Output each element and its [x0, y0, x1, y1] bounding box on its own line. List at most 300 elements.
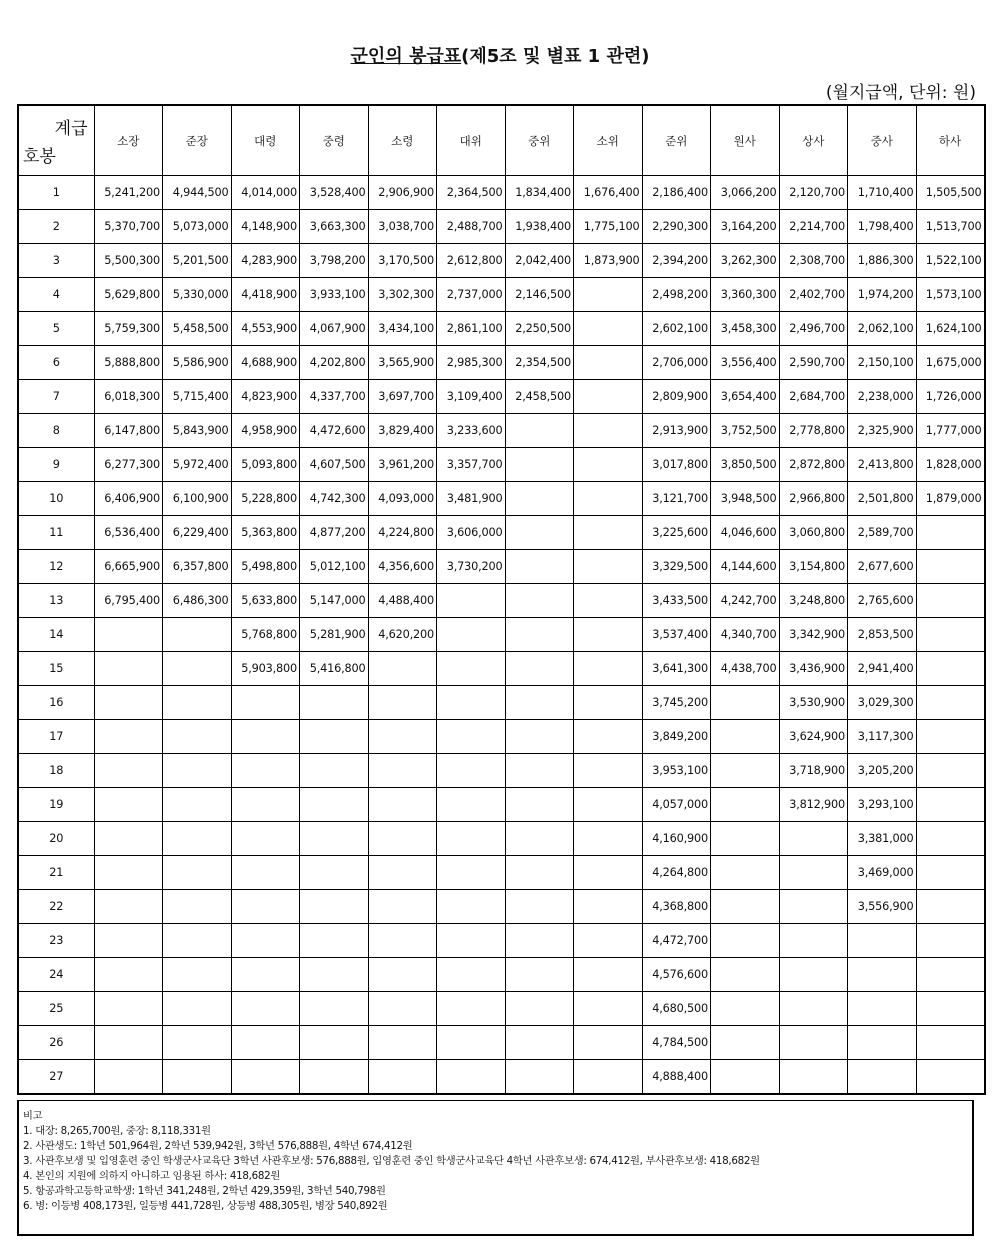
- salary-cell: [231, 788, 300, 822]
- salary-cell: [574, 414, 643, 448]
- table-body: [18, 176, 985, 1095]
- salary-cell: 3,961,200: [368, 448, 437, 482]
- salary-cell: [916, 1060, 985, 1095]
- salary-cell: 3,436,900: [779, 652, 848, 686]
- salary-cell: [94, 890, 163, 924]
- salary-cell: [505, 652, 574, 686]
- salary-cell: [163, 686, 232, 720]
- rank-header: 준장: [163, 105, 232, 176]
- salary-cell: [300, 992, 369, 1026]
- salary-cell: 1,676,400: [574, 176, 643, 210]
- step-cell: 24: [18, 958, 94, 992]
- salary-cell: 5,972,400: [163, 448, 232, 482]
- salary-cell: [848, 1060, 917, 1095]
- title-sub: (제5조 및 별표 1 관련): [461, 46, 650, 67]
- salary-cell: 2,354,500: [505, 346, 574, 380]
- salary-cell: 3,302,300: [368, 278, 437, 312]
- salary-table: [17, 104, 986, 1095]
- salary-cell: 5,768,800: [231, 618, 300, 652]
- salary-cell: 3,606,000: [437, 516, 506, 550]
- salary-cell: 5,330,000: [163, 278, 232, 312]
- salary-cell: [231, 924, 300, 958]
- salary-cell: 3,953,100: [642, 754, 711, 788]
- salary-cell: 3,066,200: [711, 176, 780, 210]
- salary-cell: [711, 720, 780, 754]
- salary-cell: 3,381,000: [848, 822, 917, 856]
- salary-cell: 2,308,700: [779, 244, 848, 278]
- salary-cell: 3,752,500: [711, 414, 780, 448]
- salary-cell: 3,798,200: [300, 244, 369, 278]
- salary-cell: [574, 1060, 643, 1095]
- salary-cell: 4,958,900: [231, 414, 300, 448]
- salary-cell: 3,164,200: [711, 210, 780, 244]
- note-line: 5. 항공과학고등학교학생: 1학년 341,248원, 2학년 429,359원, 3학년 540,798원: [23, 1185, 386, 1197]
- salary-cell: 3,248,800: [779, 584, 848, 618]
- salary-cell: 2,394,200: [642, 244, 711, 278]
- salary-cell: 2,861,100: [437, 312, 506, 346]
- salary-cell: [163, 1026, 232, 1060]
- step-cell: 7: [18, 380, 94, 414]
- table-row: [18, 618, 985, 652]
- salary-cell: 3,293,100: [848, 788, 917, 822]
- salary-cell: [574, 448, 643, 482]
- salary-cell: 2,496,700: [779, 312, 848, 346]
- salary-cell: [94, 686, 163, 720]
- salary-cell: [300, 754, 369, 788]
- table-row: [18, 652, 985, 686]
- salary-cell: [163, 1060, 232, 1095]
- salary-cell: 4,472,700: [642, 924, 711, 958]
- salary-cell: [574, 312, 643, 346]
- salary-cell: 5,458,500: [163, 312, 232, 346]
- table-row: [18, 924, 985, 958]
- salary-cell: 3,262,300: [711, 244, 780, 278]
- salary-cell: [574, 958, 643, 992]
- step-cell: 22: [18, 890, 94, 924]
- salary-cell: [916, 516, 985, 550]
- salary-cell: 2,325,900: [848, 414, 917, 448]
- salary-cell: 5,629,800: [94, 278, 163, 312]
- salary-cell: [163, 992, 232, 1026]
- salary-cell: [231, 1026, 300, 1060]
- table-row: [18, 720, 985, 754]
- step-cell: 21: [18, 856, 94, 890]
- salary-cell: 5,759,300: [94, 312, 163, 346]
- salary-cell: [916, 720, 985, 754]
- salary-cell: 3,121,700: [642, 482, 711, 516]
- salary-cell: 2,612,800: [437, 244, 506, 278]
- salary-cell: 2,853,500: [848, 618, 917, 652]
- salary-cell: 5,228,800: [231, 482, 300, 516]
- step-cell: 12: [18, 550, 94, 584]
- salary-cell: 1,798,400: [848, 210, 917, 244]
- salary-cell: [574, 992, 643, 1026]
- salary-cell: [916, 924, 985, 958]
- corner-header: [18, 105, 94, 176]
- salary-cell: 1,624,100: [916, 312, 985, 346]
- salary-cell: 3,745,200: [642, 686, 711, 720]
- salary-cell: 2,250,500: [505, 312, 574, 346]
- salary-cell: 4,877,200: [300, 516, 369, 550]
- step-cell: 10: [18, 482, 94, 516]
- salary-cell: 4,283,900: [231, 244, 300, 278]
- salary-cell: [163, 652, 232, 686]
- salary-cell: 5,903,800: [231, 652, 300, 686]
- salary-cell: [848, 992, 917, 1026]
- salary-cell: 4,888,400: [642, 1060, 711, 1095]
- table-row: [18, 312, 985, 346]
- salary-cell: [437, 754, 506, 788]
- salary-cell: 5,715,400: [163, 380, 232, 414]
- salary-cell: [163, 822, 232, 856]
- salary-cell: 3,117,300: [848, 720, 917, 754]
- salary-cell: [916, 788, 985, 822]
- salary-cell: 4,144,600: [711, 550, 780, 584]
- salary-cell: [916, 856, 985, 890]
- salary-cell: [231, 720, 300, 754]
- salary-cell: [505, 618, 574, 652]
- salary-cell: 5,012,100: [300, 550, 369, 584]
- salary-cell: 1,710,400: [848, 176, 917, 210]
- salary-cell: [916, 550, 985, 584]
- step-cell: 6: [18, 346, 94, 380]
- salary-cell: [437, 1060, 506, 1095]
- salary-cell: [437, 1026, 506, 1060]
- salary-cell: [505, 856, 574, 890]
- salary-cell: [574, 1026, 643, 1060]
- salary-cell: [711, 924, 780, 958]
- note-line: 6. 병: 이등병 408,173원, 일등병 441,728원, 상등병 488,305원, 병장 540,892원: [23, 1200, 388, 1212]
- salary-cell: 2,778,800: [779, 414, 848, 448]
- salary-cell: 4,202,800: [300, 346, 369, 380]
- salary-cell: 5,370,700: [94, 210, 163, 244]
- salary-cell: [574, 856, 643, 890]
- salary-cell: 2,589,700: [848, 516, 917, 550]
- step-cell: 27: [18, 1060, 94, 1095]
- salary-cell: 3,530,900: [779, 686, 848, 720]
- salary-cell: [574, 516, 643, 550]
- table-row: [18, 958, 985, 992]
- salary-cell: [437, 652, 506, 686]
- salary-cell: 2,062,100: [848, 312, 917, 346]
- salary-cell: [574, 652, 643, 686]
- salary-cell: 3,829,400: [368, 414, 437, 448]
- salary-cell: [368, 856, 437, 890]
- salary-cell: 2,413,800: [848, 448, 917, 482]
- rank-header: 하사: [916, 105, 985, 176]
- salary-cell: [711, 788, 780, 822]
- salary-cell: 2,737,000: [437, 278, 506, 312]
- salary-cell: 5,363,800: [231, 516, 300, 550]
- salary-cell: 4,340,700: [711, 618, 780, 652]
- step-cell: 13: [18, 584, 94, 618]
- salary-cell: 2,590,700: [779, 346, 848, 380]
- note-line: 3. 사관후보생 및 입영훈련 중인 학생군사교육단 3학년 사관후보생: 576,888원, 입영훈련 중인 학생군사교육단 4학년 사관후보생: 674,412원, 부사관후보생: 418,682원: [23, 1155, 760, 1167]
- salary-cell: [163, 890, 232, 924]
- salary-cell: 2,042,400: [505, 244, 574, 278]
- salary-cell: [779, 1060, 848, 1095]
- step-cell: 15: [18, 652, 94, 686]
- salary-cell: 1,834,400: [505, 176, 574, 210]
- salary-cell: [711, 686, 780, 720]
- salary-cell: 1,974,200: [848, 278, 917, 312]
- step-cell: 9: [18, 448, 94, 482]
- salary-cell: [300, 686, 369, 720]
- salary-cell: 3,434,100: [368, 312, 437, 346]
- table-row: [18, 414, 985, 448]
- rank-header: 소장: [94, 105, 163, 176]
- salary-cell: [94, 924, 163, 958]
- salary-cell: 5,500,300: [94, 244, 163, 278]
- table-row: [18, 584, 985, 618]
- salary-cell: 1,505,500: [916, 176, 985, 210]
- salary-cell: [711, 890, 780, 924]
- salary-cell: 4,224,800: [368, 516, 437, 550]
- salary-cell: 3,458,300: [711, 312, 780, 346]
- salary-cell: [368, 992, 437, 1026]
- salary-cell: [368, 788, 437, 822]
- salary-cell: 2,214,700: [779, 210, 848, 244]
- notes-lines: [23, 1124, 968, 1214]
- step-cell: 23: [18, 924, 94, 958]
- salary-cell: [574, 754, 643, 788]
- salary-cell: 1,938,400: [505, 210, 574, 244]
- salary-cell: 4,472,600: [300, 414, 369, 448]
- salary-cell: [94, 822, 163, 856]
- salary-cell: [916, 822, 985, 856]
- salary-cell: [779, 924, 848, 958]
- salary-cell: 3,556,900: [848, 890, 917, 924]
- table-row: [18, 1026, 985, 1060]
- salary-cell: [505, 550, 574, 584]
- salary-cell: 4,944,500: [163, 176, 232, 210]
- salary-cell: 5,633,800: [231, 584, 300, 618]
- salary-cell: 2,602,100: [642, 312, 711, 346]
- step-cell: 1: [18, 176, 94, 210]
- table-row: [18, 890, 985, 924]
- table-row: [18, 380, 985, 414]
- title-main: 군인의 봉급표: [350, 46, 462, 67]
- salary-cell: [437, 822, 506, 856]
- salary-cell: [231, 754, 300, 788]
- salary-cell: [94, 720, 163, 754]
- salary-cell: [231, 958, 300, 992]
- salary-cell: [231, 1060, 300, 1095]
- salary-cell: [505, 720, 574, 754]
- salary-cell: 5,416,800: [300, 652, 369, 686]
- salary-cell: [711, 992, 780, 1026]
- salary-cell: [300, 958, 369, 992]
- salary-cell: 2,501,800: [848, 482, 917, 516]
- salary-cell: 3,225,600: [642, 516, 711, 550]
- salary-cell: 3,718,900: [779, 754, 848, 788]
- notes-box: [17, 1100, 974, 1236]
- salary-cell: 3,360,300: [711, 278, 780, 312]
- salary-cell: [505, 584, 574, 618]
- salary-cell: [779, 992, 848, 1026]
- salary-cell: [368, 924, 437, 958]
- salary-cell: [94, 754, 163, 788]
- salary-cell: [231, 686, 300, 720]
- salary-cell: [574, 550, 643, 584]
- salary-cell: [779, 890, 848, 924]
- salary-cell: 3,556,400: [711, 346, 780, 380]
- salary-cell: 1,726,000: [916, 380, 985, 414]
- salary-cell: 3,357,700: [437, 448, 506, 482]
- salary-cell: [437, 924, 506, 958]
- salary-cell: [574, 618, 643, 652]
- salary-cell: 6,147,800: [94, 414, 163, 448]
- salary-cell: 3,109,400: [437, 380, 506, 414]
- salary-cell: 5,498,800: [231, 550, 300, 584]
- step-cell: 14: [18, 618, 94, 652]
- salary-cell: [779, 958, 848, 992]
- salary-cell: 3,624,900: [779, 720, 848, 754]
- salary-cell: [437, 992, 506, 1026]
- salary-cell: 4,014,000: [231, 176, 300, 210]
- salary-cell: 4,368,800: [642, 890, 711, 924]
- salary-cell: 4,607,500: [300, 448, 369, 482]
- salary-cell: [300, 856, 369, 890]
- salary-cell: 6,536,400: [94, 516, 163, 550]
- salary-cell: [437, 856, 506, 890]
- salary-cell: [437, 618, 506, 652]
- salary-cell: 4,680,500: [642, 992, 711, 1026]
- salary-cell: 6,406,900: [94, 482, 163, 516]
- table-row: [18, 210, 985, 244]
- salary-cell: [163, 618, 232, 652]
- salary-cell: [300, 924, 369, 958]
- step-cell: 2: [18, 210, 94, 244]
- salary-cell: [848, 958, 917, 992]
- salary-cell: 4,057,000: [642, 788, 711, 822]
- salary-cell: [231, 890, 300, 924]
- salary-cell: 3,948,500: [711, 482, 780, 516]
- salary-cell: [574, 584, 643, 618]
- salary-cell: 2,706,000: [642, 346, 711, 380]
- table-row: [18, 346, 985, 380]
- salary-cell: 3,170,500: [368, 244, 437, 278]
- step-cell: 19: [18, 788, 94, 822]
- note-line: 2. 사관생도: 1학년 501,964원, 2학년 539,942원, 3학년 576,888원, 4학년 674,412원: [23, 1140, 413, 1152]
- page-title: [0, 42, 1000, 68]
- salary-cell: 6,277,300: [94, 448, 163, 482]
- salary-cell: [916, 992, 985, 1026]
- salary-cell: [574, 822, 643, 856]
- salary-cell: [505, 516, 574, 550]
- step-cell: 4: [18, 278, 94, 312]
- salary-cell: [163, 958, 232, 992]
- salary-cell: 2,458,500: [505, 380, 574, 414]
- salary-cell: [916, 754, 985, 788]
- salary-cell: [368, 686, 437, 720]
- salary-cell: [437, 890, 506, 924]
- salary-cell: 2,765,600: [848, 584, 917, 618]
- note-line: 1. 대장: 8,265,700원, 중장: 8,118,331원: [23, 1125, 211, 1137]
- unit-note: (월지급액, 단위: 원): [825, 83, 976, 103]
- salary-cell: [574, 482, 643, 516]
- salary-cell: [505, 1026, 574, 1060]
- table-row: [18, 244, 985, 278]
- salary-cell: 2,120,700: [779, 176, 848, 210]
- salary-cell: [94, 652, 163, 686]
- salary-cell: 2,186,400: [642, 176, 711, 210]
- salary-cell: [505, 448, 574, 482]
- salary-cell: 2,677,600: [848, 550, 917, 584]
- salary-cell: 1,873,900: [574, 244, 643, 278]
- salary-cell: [368, 890, 437, 924]
- salary-cell: 3,205,200: [848, 754, 917, 788]
- salary-cell: [94, 1060, 163, 1095]
- salary-cell: [505, 890, 574, 924]
- table-row: [18, 1060, 985, 1095]
- salary-cell: 1,522,100: [916, 244, 985, 278]
- salary-cell: 3,565,900: [368, 346, 437, 380]
- salary-cell: [916, 584, 985, 618]
- salary-cell: 1,777,000: [916, 414, 985, 448]
- table-row: [18, 686, 985, 720]
- salary-cell: 1,828,000: [916, 448, 985, 482]
- salary-cell: [163, 754, 232, 788]
- salary-cell: [916, 1026, 985, 1060]
- salary-cell: 2,488,700: [437, 210, 506, 244]
- table-row: [18, 754, 985, 788]
- salary-cell: 4,620,200: [368, 618, 437, 652]
- salary-cell: [300, 1060, 369, 1095]
- step-cell: 26: [18, 1026, 94, 1060]
- salary-cell: [505, 1060, 574, 1095]
- salary-cell: [711, 754, 780, 788]
- salary-cell: 4,148,900: [231, 210, 300, 244]
- salary-cell: 5,843,900: [163, 414, 232, 448]
- salary-cell: [368, 1026, 437, 1060]
- salary-cell: 3,849,200: [642, 720, 711, 754]
- salary-cell: [437, 958, 506, 992]
- notes-heading: 비고: [23, 1110, 43, 1122]
- salary-cell: 4,576,600: [642, 958, 711, 992]
- salary-cell: [505, 482, 574, 516]
- salary-cell: 2,146,500: [505, 278, 574, 312]
- salary-cell: 3,697,700: [368, 380, 437, 414]
- salary-cell: 2,809,900: [642, 380, 711, 414]
- table-row: [18, 992, 985, 1026]
- salary-cell: [505, 788, 574, 822]
- salary-cell: 5,241,200: [94, 176, 163, 210]
- salary-cell: 5,093,800: [231, 448, 300, 482]
- salary-cell: [711, 958, 780, 992]
- salary-cell: 3,933,100: [300, 278, 369, 312]
- salary-cell: [574, 380, 643, 414]
- salary-cell: [711, 1026, 780, 1060]
- salary-cell: 4,438,700: [711, 652, 780, 686]
- salary-cell: [368, 754, 437, 788]
- salary-cell: 1,886,300: [848, 244, 917, 278]
- salary-cell: 3,038,700: [368, 210, 437, 244]
- step-cell: 11: [18, 516, 94, 550]
- salary-cell: [368, 720, 437, 754]
- rank-header: 대위: [437, 105, 506, 176]
- salary-cell: 3,233,600: [437, 414, 506, 448]
- salary-cell: [437, 720, 506, 754]
- salary-cell: 6,795,400: [94, 584, 163, 618]
- table-row: [18, 856, 985, 890]
- salary-cell: 2,150,100: [848, 346, 917, 380]
- salary-cell: [437, 788, 506, 822]
- step-cell: 3: [18, 244, 94, 278]
- salary-cell: [505, 686, 574, 720]
- salary-cell: [368, 822, 437, 856]
- salary-cell: 1,675,000: [916, 346, 985, 380]
